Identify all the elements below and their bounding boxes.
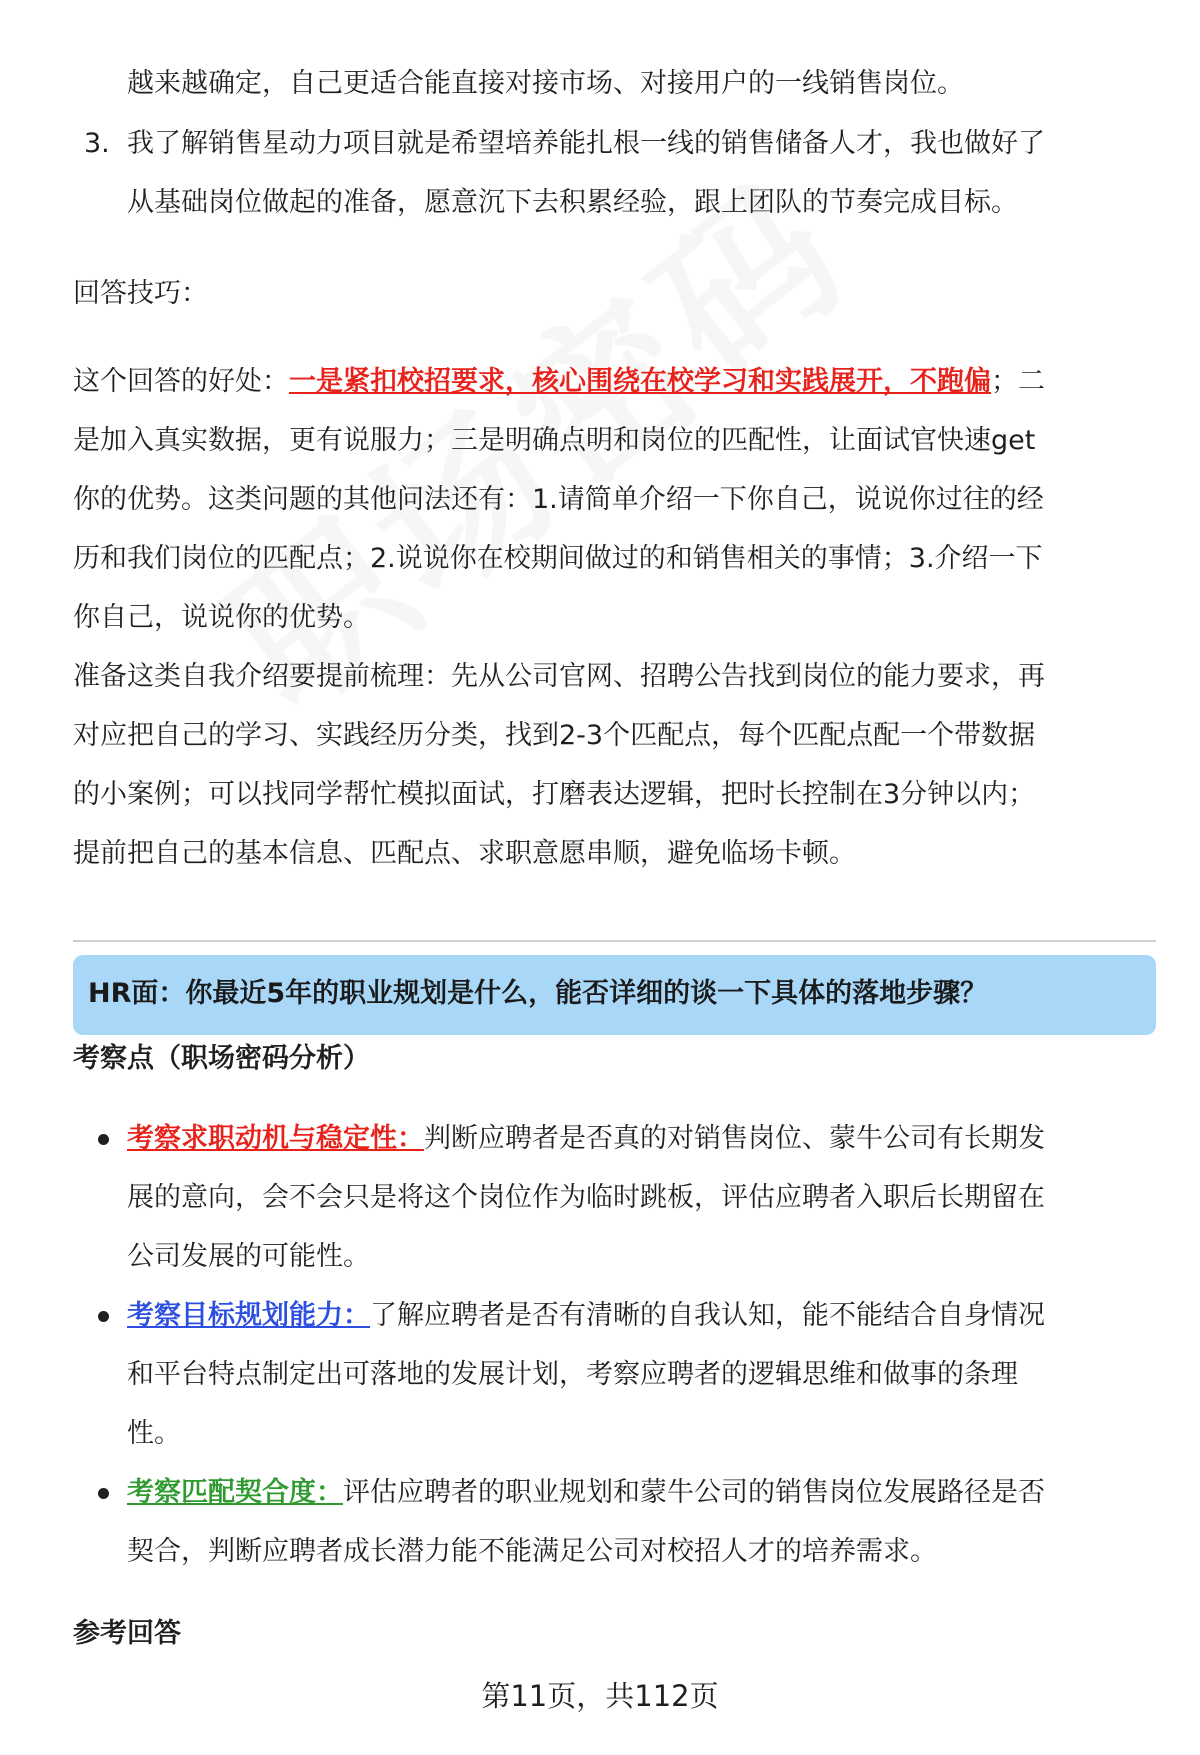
analysis-label-red: 考察求职动机与稳定性： [127,1123,424,1154]
section-divider [73,940,1156,942]
tips-paragraph-line: 历和我们岗位的匹配点；2.说说你在校期间做过的和销售相关的事情；3.介绍一下 [73,543,1043,574]
analysis-item [127,1120,1045,1158]
analysis-line: 和平台特点制定出可落地的发展计划，考察应聘者的逻辑思维和做事的条理 [127,1359,1018,1390]
question-box [73,955,1156,1035]
tips-heading: 回答技巧： [73,278,208,309]
prep-paragraph-line: 的小案例；可以找同学帮忙模拟面试，打磨表达逻辑，把时长控制在3分钟以内； [73,779,1036,810]
bullet-dot [98,1134,109,1145]
analysis-line: 公司发展的可能性。 [127,1241,370,1272]
red-highlight: 一是紧扣校招要求，核心围绕在校学习和实践展开，不跑偏 [289,366,991,397]
analysis-label-green: 考察匹配契合度： [127,1477,343,1508]
tips-paragraph-line [73,363,1045,401]
question-text: HR面：你最近5年的职业规划是什么，能否详细的谈一下具体的落地步骤？ [88,978,988,1009]
tips-prefix: 这个回答的好处： [73,366,289,397]
analysis-heading: 考察点（职场密码分析） [73,1043,370,1074]
prep-paragraph-line: 对应把自己的学习、实践经历分类，找到2-3个匹配点，每个匹配点配一个带数据 [73,720,1036,751]
analysis-item [127,1297,1045,1335]
prep-paragraph-line: 提前把自己的基本信息、匹配点、求职意愿串顺，避免临场卡顿。 [73,838,856,869]
tips-paragraph-line: 是加入真实数据，更有说服力；三是明确点明和岗位的匹配性，让面试官快速get [73,425,1036,456]
prep-paragraph-line: 准备这类自我介绍要提前梳理：先从公司官网、招聘公告找到岗位的能力要求，再 [73,661,1045,692]
list-item-line: 从基础岗位做起的准备，愿意沉下去积累经验，跟上团队的节奏完成目标。 [127,187,1018,218]
reference-heading: 参考回答 [73,1618,181,1649]
list-number: 3. [84,128,110,159]
analysis-text: 评估应聘者的职业规划和蒙牛公司的销售岗位发展路径是否 [343,1477,1045,1508]
analysis-line: 展的意向，会不会只是将这个岗位作为临时跳板，评估应聘者入职后长期留在 [127,1182,1045,1213]
analysis-label-blue: 考察目标规划能力： [127,1300,370,1331]
bullet-dot [98,1488,109,1499]
list-item-line: 我了解销售星动力项目就是希望培养能扎根一线的销售储备人才，我也做好了 [127,128,1045,159]
bullet-dot [98,1311,109,1322]
tips-paragraph-line: 你自己，说说你的优势。 [73,602,370,633]
tips-suffix: ；二 [991,366,1045,397]
analysis-text: 判断应聘者是否真的对销售岗位、蒙牛公司有长期发 [424,1123,1045,1154]
analysis-line: 契合，判断应聘者成长潜力能不能满足公司对校招人才的培养需求。 [127,1536,937,1567]
analysis-line: 性。 [127,1418,181,1449]
page-number: 第11页，共112页 [481,1679,719,1713]
analysis-text: 了解应聘者是否有清晰的自我认知，能不能结合自身情况 [370,1300,1045,1331]
tips-paragraph-line: 你的优势。这类问题的其他问法还有：1.请简单介绍一下你自己，说说你过往的经 [73,484,1044,515]
analysis-item [127,1474,1045,1512]
intro-line: 越来越确定，自己更适合能直接对接市场、对接用户的一线销售岗位。 [127,68,964,99]
